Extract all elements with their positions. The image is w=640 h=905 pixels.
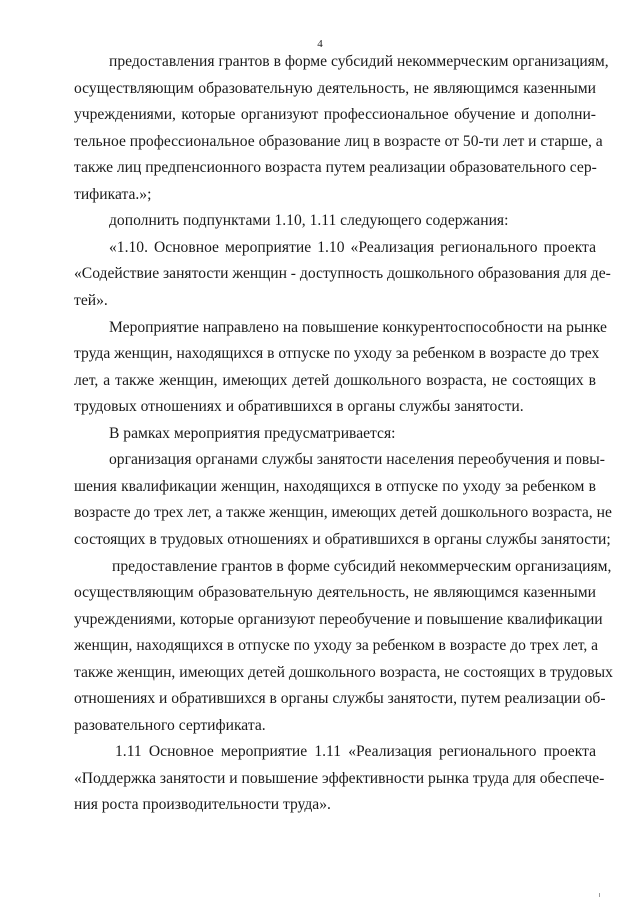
text-line: 1.11 Основное мероприятие 1.11 «Реализация регионального проекта xyxy=(115,743,596,760)
text-line: женщин, находящихся в отпуске по уходу за ребенком в возрасте до трех лет, а xyxy=(74,637,599,654)
text-line: учреждениями, которые организуют профессиональное обучение и дополни- xyxy=(74,106,596,123)
text-line: осуществляющим образовательную деятельность, не являющимся казенными xyxy=(74,80,596,97)
text-line: «Поддержка занятости и повышение эффективности рынка труда для обеспече- xyxy=(74,770,605,787)
text-line: тификата.»; xyxy=(74,186,152,203)
text-line: дополнить подпунктами 1.10, 1.11 следующего содержания: xyxy=(109,212,509,229)
scan-edge-mark xyxy=(599,893,600,897)
text-line: тей». xyxy=(74,292,108,309)
text-line: организация органами службы занятости населения переобучения и повы- xyxy=(109,451,605,468)
text-line: состоящих в трудовых отношениях и обратившихся в органы службы занятости; xyxy=(74,531,611,548)
text-line: предоставления грантов в форме субсидий некоммерческим организациям, xyxy=(109,53,609,70)
text-line: «Содействие занятости женщин - доступность дошкольного образования для де- xyxy=(74,265,611,282)
text-line: трудовых отношениях и обратившихся в органы службы занятости. xyxy=(74,398,524,415)
text-line: также женщин, имеющих детей дошкольного возраста, не состоящих в трудовых xyxy=(74,664,613,681)
text-line: труда женщин, находящихся в отпуске по уходу за ребенком в возрасте до трех xyxy=(74,345,600,362)
text-line: шения квалификации женщин, находящихся в отпуске по уходу за ребенком в xyxy=(74,478,596,495)
text-line: предоставление грантов в форме субсидий некоммерческим организациям, xyxy=(112,558,612,575)
text-line: разовательного сертификата. xyxy=(74,717,266,734)
text-line: лет, а также женщин, имеющих детей дошкольного возраста, не состоящих в xyxy=(74,372,596,389)
text-line: ния роста производительности труда». xyxy=(74,796,331,813)
text-line: возрасте до трех лет, а также женщин, имеющих детей дошкольного возраста, не xyxy=(74,504,612,521)
text-line: осуществляющим образовательную деятельность, не являющимся казенными xyxy=(74,584,596,601)
text-line: отношениях и обратившихся в органы службы занятости, путем реализации об- xyxy=(74,690,606,707)
text-line: «1.10. Основное мероприятие 1.10 «Реализация регионального проекта xyxy=(109,239,596,256)
text-line: учреждениями, которые организуют переобучение и повышение квалификации xyxy=(74,611,603,628)
text-line: В рамках мероприятия предусматривается: xyxy=(109,425,396,442)
text-line: также лиц предпенсионного возраста путем реализации образовательного сер- xyxy=(74,159,597,176)
page-number: 4 xyxy=(317,38,323,50)
text-line: Мероприятие направлено на повышение конкурентоспособности на рынке xyxy=(109,319,607,336)
text-line: тельное профессиональное образование лиц в возрасте от 50-ти лет и старше, а xyxy=(74,133,603,150)
